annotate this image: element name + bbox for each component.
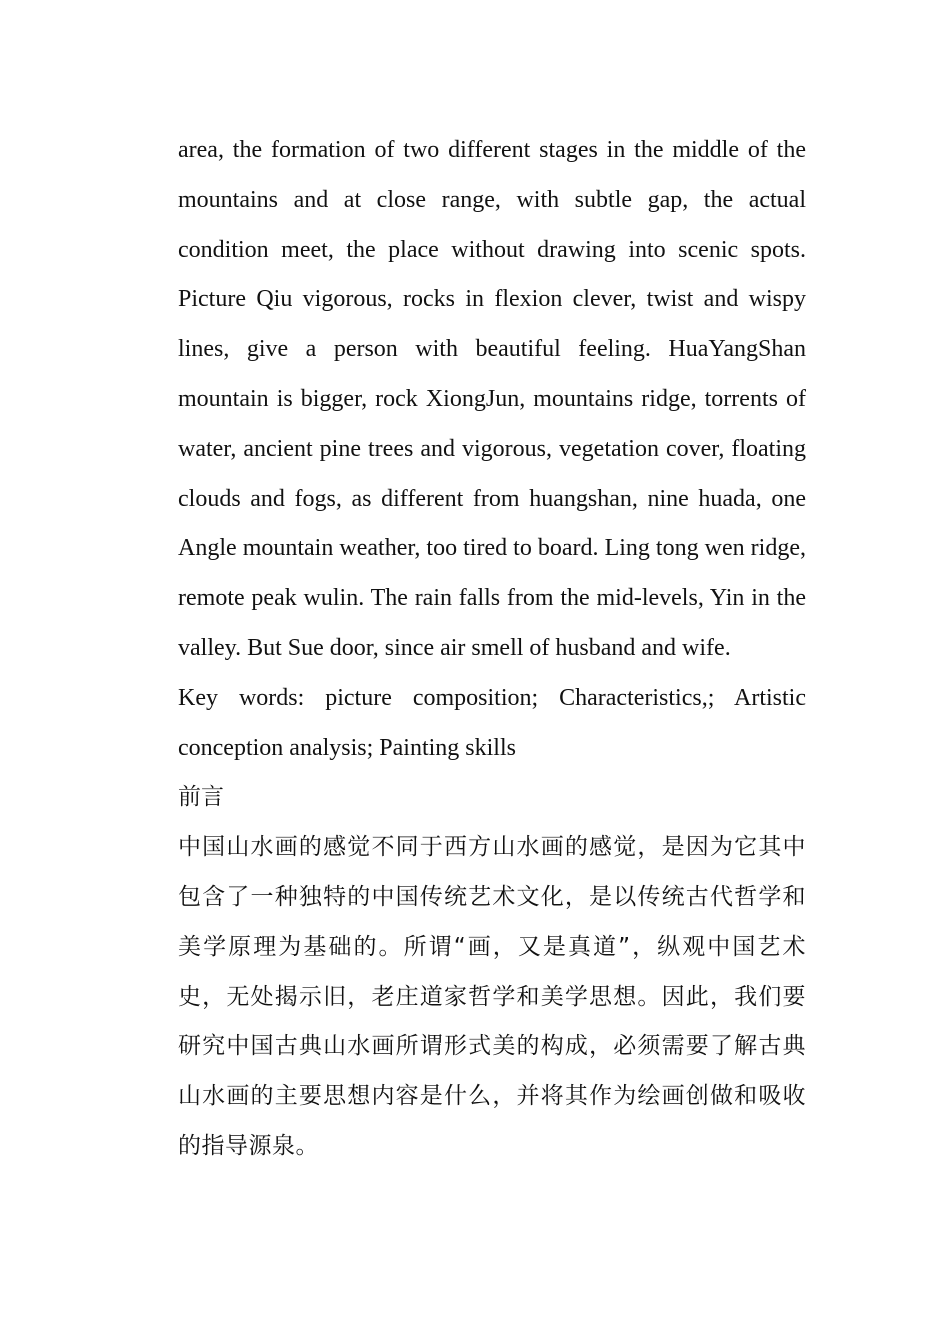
keywords-paragraph: Key words: picture composition; Characteristics,; Artistic conception analysis; Painting skills <box>178 684 806 761</box>
abstract-paragraph: area, the formation of two different stages in the middle of the mountains and at close range, with subtle gap, the actual condition meet, the place without drawing into scenic spots. Picture Qiu vigorous, rocks in flexion clever, twist and wispy lines, give a person with beautiful feeling. HuaYangShan mountain is bigger, rock XiongJun, mountains ridge, torrents of water, ancient pine trees and vigorous, vegetation cover, floating clouds and fogs, as different from huangshan, nine huada, one Angle mountain weather, too tired to board. Ling tong wen ridge, remote peak wulin. The rain falls from the mid-levels, Yin in the valley. But Sue door, since air smell of husband and wife. <box>178 137 806 661</box>
page-content <box>178 126 806 1172</box>
preface-heading: 前言 <box>178 784 224 811</box>
preface-paragraph: 中国山水画的感觉不同于西方山水画的感觉，是因为它其中包含了一种独特的中国传统艺术文化，是以传统古代哲学和美学原理为基础的。所谓“画，又是真道”，纵观中国艺术史，无处揭示旧，老庄道家哲学和美学思想。因此，我们要研究中国古典山水画所谓形式美的构成，必须需要了解古典山水画的主要思想内容是什么，并将其作为绘画创做和吸收的指导源泉。 <box>178 834 806 1159</box>
